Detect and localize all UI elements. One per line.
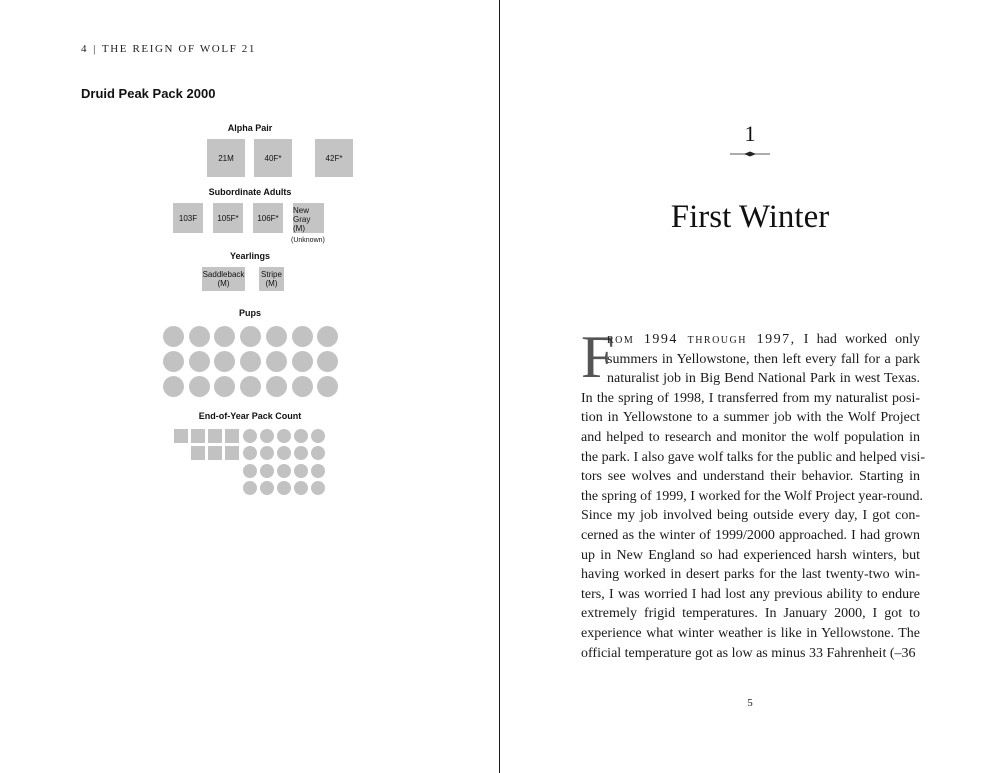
pup-marker [163,376,184,397]
pup-marker [292,351,313,372]
body-line-14: ters, I was worried I had lost any previous ability to endure [581,586,920,602]
pup-marker [266,351,287,372]
wolf-saddleback [202,267,245,291]
body-line-11: cerned as the winter of 1999/2000 approached. I had grown [581,527,920,543]
pup-marker [266,376,287,397]
pup-count-marker [311,446,325,460]
body-line-13: having worked in desert parks for the last twenty-two win- [581,567,920,583]
pup-count-marker [260,481,274,495]
pup-marker [292,326,313,347]
pup-count-marker [311,464,325,478]
adult-count-marker [191,429,205,443]
pup-marker [240,376,261,397]
wolf-stripe [259,267,284,291]
chapter-ornament [730,150,770,158]
alpha-pair-label: Alpha Pair [227,123,273,133]
pup-count-marker [260,464,274,478]
body-line-5: tion in Yellowstone to a summer job with the Wolf Project [581,410,920,426]
wolf-new-gray [293,203,324,233]
pup-marker [317,326,338,347]
pup-count-marker [243,464,257,478]
body-line-10: Since my job involved being outside every day, I got con- [581,508,920,524]
drop-cap: F [581,324,615,390]
adult-count-marker [208,446,222,460]
adult-count-marker [174,429,188,443]
pup-marker [189,376,210,397]
pup-count-marker [260,429,274,443]
pup-count-marker [277,464,291,478]
body-line-1-rest: I had worked only [795,332,920,347]
body-line-17: official temperature got as low as minus 33 Fahrenheit (–36 [581,645,916,661]
new-gray-line-2: Gray [293,214,311,224]
wolf-106f: 106F* [253,203,283,233]
pup-count-marker [243,446,257,460]
wolf-21m: 21M [207,139,245,177]
chapter-number: 1 [744,121,756,146]
running-head [81,43,256,55]
pup-count-marker [243,481,257,495]
pup-count-marker [277,429,291,443]
wolf-42f: 42F* [315,139,353,177]
running-head-title: THE REIGN OF WOLF 21 [101,43,256,55]
figure-title: Druid Peak Pack 2000 [81,86,216,101]
pup-marker [317,376,338,397]
body-line-9: the spring of 1999, I worked for the Wolf Project year-round. [581,488,924,504]
saddleback-sex: (M) [217,279,230,288]
adult-count-marker [191,446,205,460]
pup-marker [317,351,338,372]
pup-count-marker [294,464,308,478]
wolf-103f: 103F [173,203,203,233]
pup-marker [266,326,287,347]
stripe-sex: (M) [265,279,278,288]
body-line-6: and helped to research and monitor the wolf population in [581,429,920,445]
saddleback-name: Saddleback [202,270,245,279]
chapter-body [581,324,926,663]
pup-count-marker [243,429,257,443]
stripe-name: Stripe [261,270,282,279]
running-head-separator: | [93,43,97,55]
new-gray-line-3: (M) [293,223,305,233]
pup-marker [240,351,261,372]
chapter-title: First Winter [670,199,830,235]
pup-count-marker [311,481,325,495]
pup-marker [292,376,313,397]
end-of-year-label: End-of-Year Pack Count [198,411,302,421]
pup-marker [214,351,235,372]
pup-marker [214,326,235,347]
body-line-1 [581,330,920,350]
body-line-7: the park. I also gave wolf talks for the public and helped visi- [581,449,926,465]
body-line-12: up in New England so had experienced harsh winters, but [581,547,920,563]
wolf-105f: 105F* [213,203,243,233]
new-gray-line-1: New [293,205,310,215]
wolf-40f: 40F* [254,139,292,177]
pup-marker [189,351,210,372]
pup-count-marker [260,446,274,460]
new-gray-note: (Unknown) [291,237,325,244]
adult-count-marker [225,429,239,443]
pup-marker [189,326,210,347]
small-caps-lead: rom 1994 through 1997, [607,332,796,347]
pup-count-marker [294,446,308,460]
folio: 5 [747,697,753,709]
pup-marker [240,326,261,347]
left-page [0,0,499,773]
running-head-page-number: 4 [81,43,89,55]
pups-label: Pups [238,308,261,318]
yearlings-label: Yearlings [229,251,271,261]
adult-count-marker [208,429,222,443]
adult-count-marker [225,446,239,460]
body-line-4: In the spring of 1998, I transferred from my naturalist posi- [581,390,920,406]
subordinate-adults-label: Subordinate Adults [208,187,292,197]
body-line-3: naturalist job in Big Bend National Park in west Texas. [607,371,920,387]
pup-count-marker [277,481,291,495]
pup-count-marker [294,429,308,443]
body-line-15: extremely frigid temperatures. In January 2000, I got to [581,606,920,622]
body-line-8: tors see wolves and understand their behavior. Starting in [581,469,920,485]
pup-count-marker [311,429,325,443]
body-line-2: summers in Yellowstone, then left every fall for a park [607,351,920,367]
body-line-16: experience what winter weather is like in Yellowstone. The [581,625,920,641]
pup-marker [163,351,184,372]
pup-marker [163,326,184,347]
pup-count-marker [294,481,308,495]
pup-count-marker [277,446,291,460]
pup-marker [214,376,235,397]
